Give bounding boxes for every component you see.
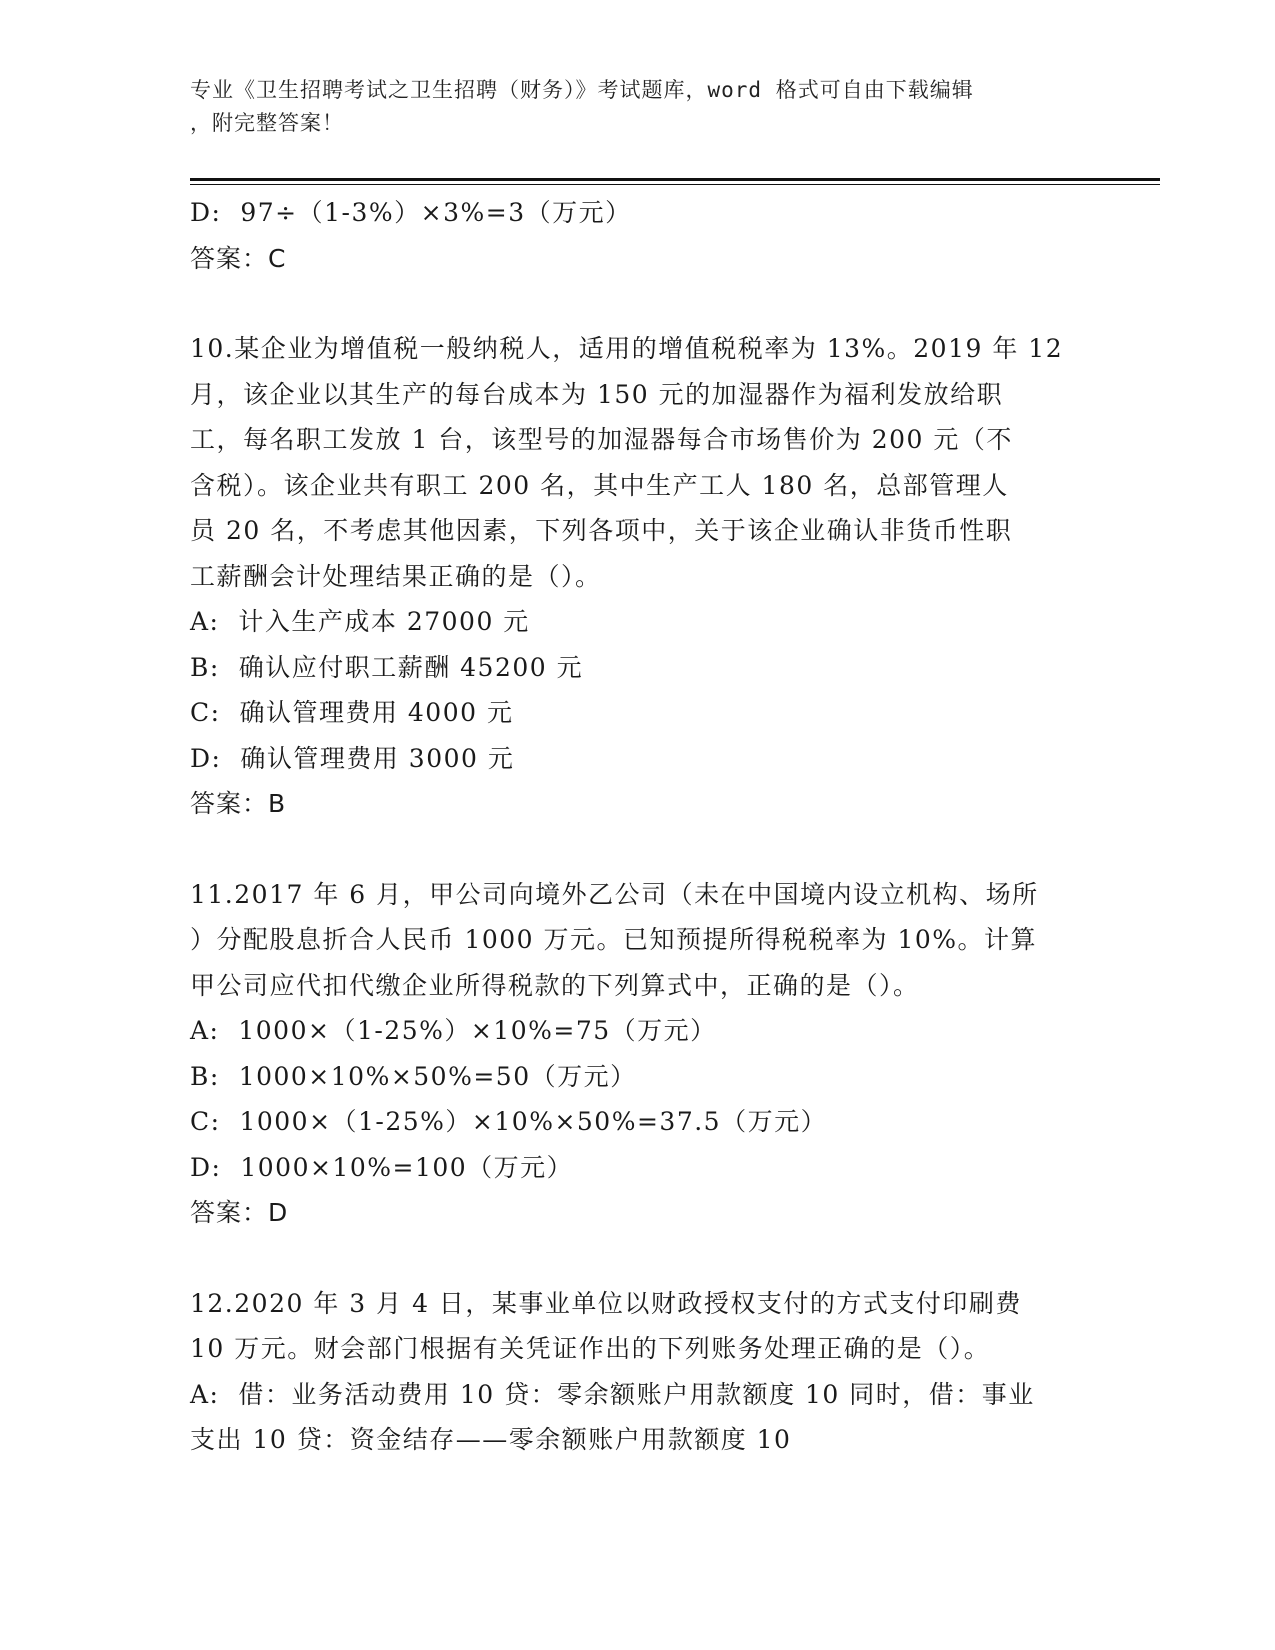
question-text-line: 10.某企业为增值税一般纳税人，适用的增值税税率为 13%。2019 年 12 <box>190 334 1064 363</box>
header-line-1: 专业《卫生招聘考试之卫生招聘（财务）》考试题库，word 格式可自由下载编辑 <box>190 78 974 102</box>
question-11 <box>190 872 1090 1236</box>
question-text-line: 12.2020 年 3 月 4 日，某事业单位以财政授权支付的方式支付印刷费 <box>190 1288 1022 1318</box>
document-body <box>190 190 1090 1463</box>
question-text-line: 月，该企业以其生产的每台成本为 150 元的加湿器作为福利发放给职 <box>190 379 1004 409</box>
option-d: D: 97÷（1-3%）×3%=3（万元） <box>190 198 632 227</box>
question-text-line: 工薪酬会计处理结果正确的是（）。 <box>190 561 602 591</box>
previous-question-tail <box>190 190 1090 281</box>
answer-line: 答案：C <box>190 243 287 273</box>
option-a: A: 借：业务活动费用 10 贷：零余额账户用款额度 10 同时，借：事业 <box>190 1379 1035 1409</box>
question-text-line: 工，每名职工发放 1 台，该型号的加湿器每合市场售价为 200 元（不 <box>190 425 1013 454</box>
option-a: A: 计入生产成本 27000 元 <box>190 607 530 636</box>
option-d: D: 确认管理费用 3000 元 <box>190 743 515 773</box>
question-text-line: 11.2017 年 6 月，甲公司向境外乙公司（未在中国境内设立机构、场所 <box>190 879 1039 909</box>
question-text-line: ）分配股息折合人民币 1000 万元。已知预提所得税税率为 10%。计算 <box>190 925 1038 954</box>
question-text-line: 含税）。该企业共有职工 200 名，其中生产工人 180 名，总部管理人 <box>190 470 1009 500</box>
question-10 <box>190 326 1090 827</box>
question-text-line: 甲公司应代扣代缴企业所得税款的下列算式中，正确的是（）。 <box>190 970 920 1000</box>
header-divider-thick <box>190 178 1160 181</box>
option-a-continued: 支出 10 贷：资金结存——零余额账户用款额度 10 <box>190 1425 792 1454</box>
header-divider-thin <box>190 184 1160 185</box>
question-text-line: 员 20 名，不考虑其他因素，下列各项中，关于该企业确认非货币性职 <box>190 516 1013 545</box>
option-d: D: 1000×10%=100（万元） <box>190 1152 574 1182</box>
document-header <box>190 74 1090 140</box>
header-line-2: ，附完整答案！ <box>190 111 344 135</box>
answer-line: 答案：B <box>190 789 287 818</box>
question-12 <box>190 1281 1090 1463</box>
option-c: C: 1000×（1-25%）×10%×50%=37.5（万元） <box>190 1107 828 1136</box>
option-b: B: 确认应付职工薪酬 45200 元 <box>190 652 584 682</box>
question-text-line: 10 万元。财会部门根据有关凭证作出的下列账务处理正确的是（）。 <box>190 1334 991 1363</box>
option-c: C: 确认管理费用 4000 元 <box>190 698 514 727</box>
option-b: B: 1000×10%×50%=50（万元） <box>190 1061 637 1091</box>
answer-line: 答案：D <box>190 1198 289 1227</box>
option-a: A: 1000×（1-25%）×10%=75（万元） <box>190 1016 717 1045</box>
